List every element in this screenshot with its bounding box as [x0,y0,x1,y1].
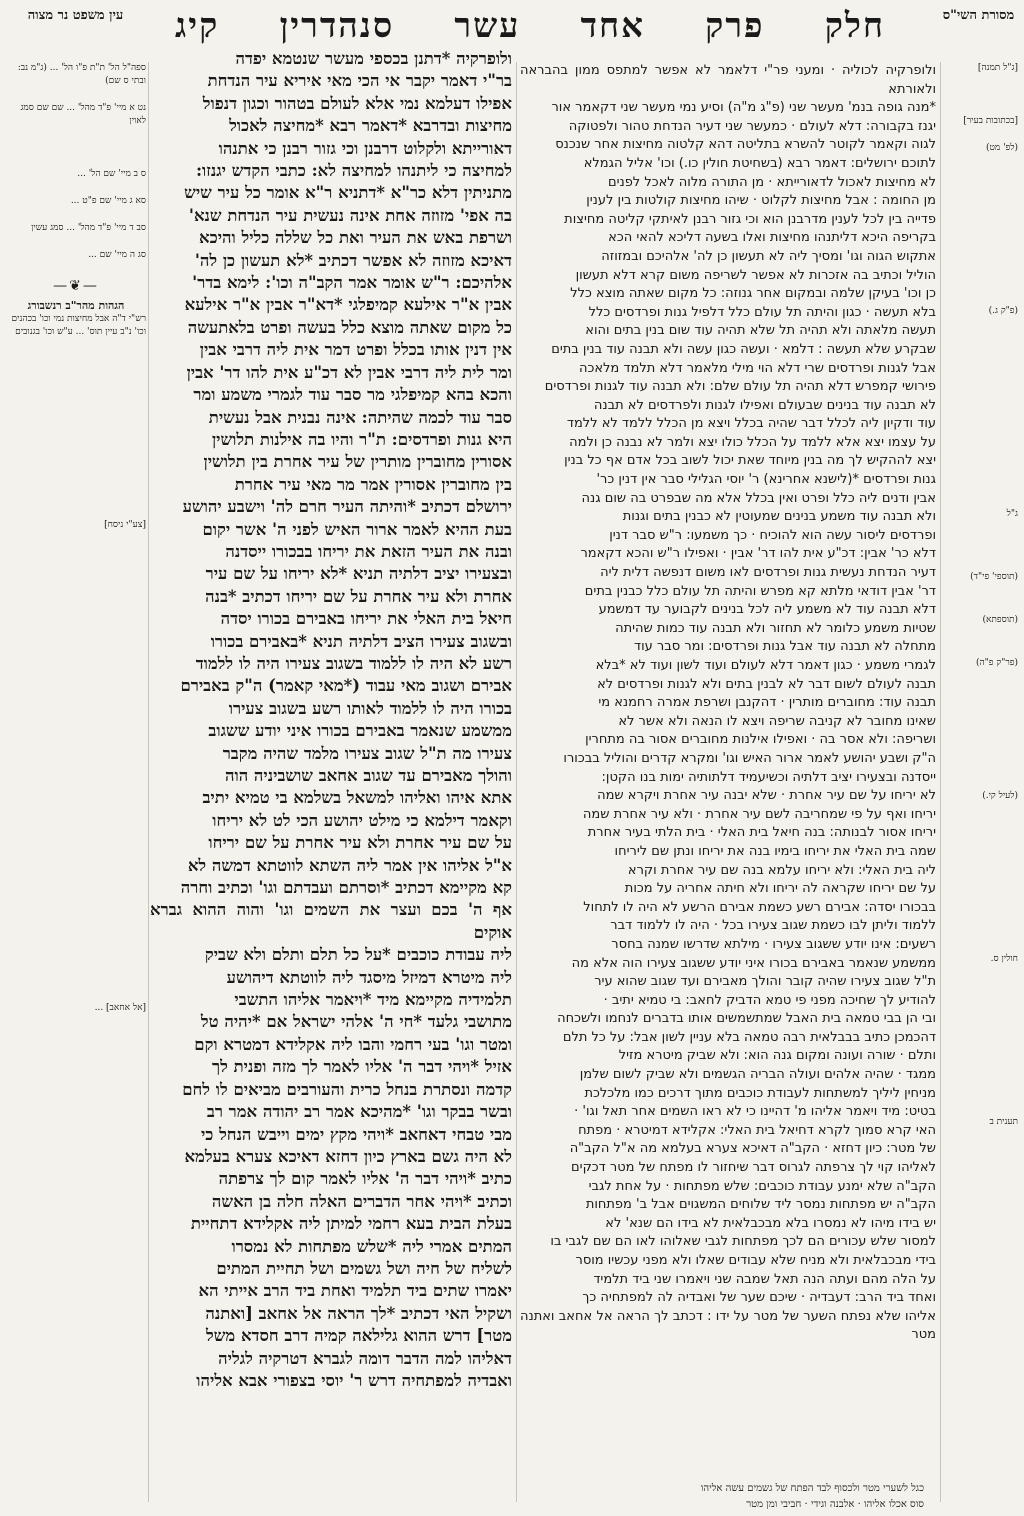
rashi-line: הקב"ה שלא ימנע עבודת כוכבים: שלש מפתחות · על אחת לגבי [588,1178,936,1194]
margin-note: סג ה מיי' שם ... [88,250,146,260]
ein-mishpat-margin [6,62,146,1502]
gemara-line: אפילו דעלמא נמי אלא לעולם בטהור וכגון דנפול [202,93,512,113]
rashi-line: *מנה גופה בנמ' מעשר שני (פ"ג מ"ה) וסיע נמי מעשר שני דקאמר אור [551,100,936,116]
rashi-line: דעיר הנדחת נעשית גנות ופרדסים לאו משום דנפשה דלית ליה [600,565,936,581]
rashi-line: ושריפה: ולא אסר בה · ואפילו אילנות מחוברים אסור בה מתחרין [585,732,936,748]
margin-note: (תוספי' פי"ד) [970,572,1018,582]
gemara-line: לא היה גשם בארץ כיון דחזא דאיכא צערא בעלמא [184,1146,512,1166]
rashi-line: אתקוש הגוה וגו' ומסיך ליה לא תעשון כן לה' אלהיכם ובמזוזה [601,248,936,264]
rashi-line: שאינו מחובר לא קניבה שריפה ויצא לו הנאה ולא אשר לא [618,713,936,729]
gemara-line: אבין א"ר אילעא קמיפלגי *דא"ר אבין א"ר אילעא [184,295,512,315]
rashi-line: לגמרי משמע · כגון דאמר דלא לעולם ועוד לשון ועוד לא *בלא [595,658,936,673]
rashi-line: אבין ודנים ליה כלל ופרט ואין בכלל אלא מה שבפרט בה שום גנה [581,490,936,506]
margin-note: נט א מיי' פ"ד מהל' ... שם שם סמג לאוין [20,103,146,126]
gemara-line: למחיצה כי ליתנהו למחיצה לא: כתבי הקדש יגנזו: [195,161,512,181]
rashi-line: מניחין ליליך למשתחות לעבודת כוכבים מתוך דרכים כמו מלכלכת [584,1085,936,1101]
gemara-line: קא מקיימא דכתיב *וסרתם ועבדתם וגו' וכתיב וחרה [180,878,512,898]
gemara-line: לשליח של חיה ושל גשמים ושל תחיית המתים [216,1258,512,1278]
gemara-line: רשע לא היה לו ללמוד בשגוב צעירו היה לו ללמוד [195,653,512,673]
gemara-line: אסורין מחוברין מותרין של עיר אחרת בין תלושין [203,452,512,472]
gemara-line: א"ל אליהו אין אמר ליה השתא לווטתא דמשה לא [187,855,512,875]
gemara-line: ולופרקיה *דתנן בכספי מעשר שנטמא יפדה [235,49,512,68]
rashi-line: ותלם · שורה ועונה ומקום גנה הוא: ולא שביק מיטרא מזיל [618,1048,936,1064]
rashi-line: מתחלה לא תבנה עוד אבל גנות ופרדסים: ומר סבר עוד [633,639,936,655]
rashi-line: למסור שלש עכורים הם לכך מפתחות לגבי שאלוהו לאו הם שם לגבי בו [550,1234,936,1250]
rashi-line: דלא תבנה עוד לא משמע ליה לכל בנינים לקבוער עד דמשמע [598,602,936,618]
gemara-line: מתניתין דלא כר"א *דתניא ר"א אומר כל עיר שיש [184,183,512,203]
margin-note: [ג"ל תמנה] [977,63,1018,73]
title-word: פרק [705,6,765,46]
title-word: חלק [824,6,885,46]
rashi-line: אבל לגנות ופרדסים שרי דלא הוי מילי מלאמר דלא תלמד מלאכה [578,360,936,376]
margin-note: ס ב מיי' שם הל' ... [77,169,146,179]
gemara-line: אתא איהו ואליהו למשאל בשלמא בי טמיא יתיב [202,788,512,808]
rashi-line: האי קרא סמוך לקרא דחיאל בית האלי: אקלידא דמיטרא · מפתח [578,1122,936,1138]
rashi-line: שמה בית האלי את יריחו בימיו בנה את יריחו ונתן שם ליריחו [614,843,936,859]
rashi-line: דר' אבין דודאי מלתא קא מפרש והיתה תל עולם כלל כבנין בתים [584,583,936,599]
gemara-line: ושקיל האי דכתיב *לך הראה אל אחאב [ואתנה [205,1303,512,1323]
rashi-line: אליהו שלא נפתח השער של מטר על ידו : דכתב לך הראה אל אחאב ואתנה מטר [520,1308,936,1343]
gemara-line: בה אפי' מזוזה אחת אינה נעשית עיר הנדחת שנא' [188,205,512,225]
title-word: סנהדרין [279,6,395,46]
gemara-line: בין מחוברין אסורין אמר מר מאי עיר אחרת [234,474,512,494]
rashi-line: תעשה מלאתה ולא תהיה תל שלא תהיה עוד שום בנין בתים והוא [585,323,936,339]
column-divider [940,62,941,1502]
rashi-line: דלא כר' אבין: דכ"ע אית להו דר' אבין · ואפילו ר"ש והכא דקאמר [580,546,936,562]
gemara-line: חיאל בית האלי את יריחו באבירם בכורו יסדה [220,609,512,629]
rashi-line: דהכמכן כתיב בבבלאית רבה טמאה בלא עניין לשון אבל: על כל תלם [562,1029,936,1045]
rashi-line: שבקרע שלא תעשה : דלמא · ועשה כגון עשה ולא תבנה עוד בנין בתים [551,341,936,357]
margin-note: סא ג מיי' שם פ"ט ... [70,196,146,206]
inline-ref: [אל אחאב] ... [94,1003,146,1013]
rashi-line: לא תבנה עוד בנינים שבעולם ואפילו לגנות ולפרדסים לא תבנה [593,397,936,413]
column-divider [516,62,517,1502]
gemara-line: ואבדיה למפתחיה דרש ר' יוסי בצפורי אבא אליהו [196,1370,512,1390]
rashi-line: לגוה וקאמר לקוטר להשרא בתליטה דהא קלטוה מחיצות אחר שנכנס [555,137,936,153]
rashi-line: ליה בית האלי: ולא יריחו עלמא בנה שם עיר אחרת וקרא [627,862,936,878]
gemara-line: מתושבי גלעד *חי ה' אלהי ישראל אם *יהיה טל [200,1012,512,1032]
gemara-line: היא גנות ופרדסים: ת"ר והיו בה אילנות תלושין [211,429,512,449]
gemara-line: ומטר וגו' בעי רחמי והבו ליה אקלידא דמטרא וקם [194,1034,512,1054]
gemara-line: וכתיב *ויהי אחר הדברים האלה חלה בן האשה [211,1191,512,1211]
rashi-line: יגנז בקבורה: דלא לעולם · כמעשר שני דעיר הנדחת טהור ולפטוקה [568,118,936,134]
gemara-text [150,48,512,1488]
rashi-line: הקב"ה יש מפתחות נמסר ליד שלוחים המשגוים אבל ב' מפתחות [585,1197,936,1213]
gemara-line: על שם עיר אחרת ולא עיר אחרת על שם יריחו [208,833,512,853]
rashi-line: בידי מבכבלאית ולא מניח שלא עבודים שאלו ולא מפני עכשיו מוסר [575,1253,936,1268]
gemara-line: ובצעירו יציב דלתיה תניא *לא יריחו על שם עיר [205,564,512,584]
rashi-line: ואחד ביד הרב: דעבדיה · שיכם שער של ואבדיה לה למפתחיה כך [582,1290,936,1306]
gemara-line: בעלת הבית בעא רחמי למיתן ליה אקלידא דתחיית [190,1214,512,1234]
gemara-line: מטר] דרש ההוא גלילאה קמיה דרב חסדא משל [206,1326,512,1346]
gemara-line: כל מקום שאתה מוצא כלל בעשה ופרט בלאתעשה [187,317,512,337]
rashi-line: ללמוד וליתן לבו כשמת שגוב צעירו בכל · היה לו ללמוד דבר [610,918,936,934]
rashi-line: לא יריחו על שם עיר אחרת · שלא יבנה עיר אחרת ויקרא שמה [597,788,936,804]
bottom-note: כגל לשערי מטר ולכסוף לבד הפתח של גשמים עשה אליהו [700,1483,924,1494]
margin-note: (תוספתא) [982,615,1018,625]
title-word: אחד [580,6,645,46]
margin-note: סב ד מיי' פ"ד מהל' ... סמג עשין [31,223,146,233]
margin-note: (פר"ק פ"ה) [975,658,1018,668]
rashi-line: ממגד · שהיה אלהים ועולה הבריה הגשמים ולא שביק לשום שלמן [579,1067,936,1083]
gemara-line: ירושלם דכתיב *והיתה העיר חרם לה' וישבע יהושע [182,497,512,517]
rashi-line: גנות ופרדסים *(לישנא אחרינא) ר' יוסי הגלילי סבר אין דנין כר' [596,472,936,488]
margin-note: ג"ל [1006,509,1018,519]
rashi-line: לאליהו קוי לך צרפתה לגרוס דבר שיחזור לו מפתח של מטר דכקים [571,1160,936,1176]
rashi-line: בלא תעשה · כגון והיתה תל עולם כלל דלפיל גנות ופרדסים כלל [588,304,936,320]
gemara-line: ממשמע שנאמר באבירם בכורו איני יודע ששגוב [208,721,512,741]
rashi-line: לתוכם ירושלים: דאמר רבא (בשחיטת חולין כו.) וכו' אליל הגמלא [583,155,936,171]
margin-note: ספה"ל הל' ת"ת פ"ו הל' ... (ג"מ נב: ובתי ס שם) [17,63,146,86]
rashi-line: ת"ל שגוב צעירו שהיה קובר והולך מאבירם ועד שגוב שהוא עיר [594,974,936,990]
rashi-line: על עצמו יצא אלא ללמד על הכלל כולו יצא ולמר לא נבנה כן ולמה [569,434,936,450]
gemara-line: מבי טבחי דאחאב *ויהי מקץ ימים וייבש הנחל כי [200,1124,512,1144]
rashi-line: הוליל וכתיב בה אזכרות לא אפשר לשריפה משום קרא דלא תעשון [575,267,936,283]
rashi-line: על הלה מהם ועתה הנה תאל שמבה שני ויאמרו שני ביד תלמיד [593,1271,936,1287]
gemara-line: אין דנין אותו בכלל ופרט דמר אית ליה דרבי אבין [199,340,512,360]
gemara-line: מחיצות ובדרבא *דאמר רבא *מחיצה לאכול [229,116,512,136]
gemara-line: ושרפת באש את העיר ואת כל שללה כליל והיכא [199,228,512,248]
bottom-note: סוס אכלו אליהו · אלבנה וגידי · חביבי ומן מטר [746,1499,924,1510]
rashi-line: יריחו אסור לבנותה: בנה חיאל בית האלי · בית הלתי בעיר אחרת [587,825,936,841]
margin-note: (לפ' מט) [985,143,1018,153]
rashi-line: על שם יריחו שקראה לה יריחו ולא חיתה אחריה על מכות [624,881,936,897]
gemara-line: תלמידיה מקיימא מיד *ויאמר אליהו התשבי [234,990,512,1010]
rashi-line: תבנה עוד: מחוברים מותרין · דהקנבן ושרפת אמרה רחמנא מי [598,695,936,711]
gemara-line: ובשר בבקר וגו' *מהיכא אמר רב יהודה אמר רב [206,1102,512,1122]
gemara-line: קדמה ונסתרת בנחל כרית והעורבים מביאים לו לחם [182,1079,512,1099]
rashi-line: בבכורו יסדה: אבירם רשע כשמת אבירם הרשע לא היה לו לתחול [583,899,936,915]
rashi-line: עוד ודקיון ליה לכלל דבר שהיה בכלל ויצא מן הכלל ללמד לא ללמד [566,416,936,432]
gemara-line: בכורו היה לו ללמוד לאותו רשע בשגוב צעירו [228,698,512,718]
gemara-line: דאליהו למה הדבר דומה לגברא דטרקיה לגליה [218,1348,512,1368]
gemara-line: כתיב *ויהי דבר ה' אליו לאמר קום לך צרפתה [218,1169,512,1189]
rashi-line: יריחו ואף על פי שמחריבה לשם עיר אחרת · ולא עיר אחרת שמה [582,806,936,822]
rashi-line: לא מחיצות לאכול לדאורייתא · מן התורה מלוה לאכל לפנים [607,174,936,190]
rashi-line: בקריפה היכא דליתנהו מחיצות ואלו בשעה דליכא להאי הכא [608,230,936,246]
rashi-line: ולא תבנה עוד משמע בנינים שמעוטין לא כבנין בתים וגנות [622,509,936,525]
rashi-line: ובי הן בבי טמאה בית האבל שמתשמשים אותו בדברים לנחמו ולשכחה [557,1011,936,1027]
margin-note: חולין ס. [990,954,1018,964]
rashi-line: להודיע לך שחיכה מפני פי טמא הדביק לחאב: בי טמיא יתיב · [603,992,936,1008]
rashi-line: מן החומה : אבל מחיצות לקלוט · שיהו מחיצות קולטות בין לענין [586,193,936,209]
gemara-line: ליה מיטרא דמיזל מיסגד ליה לווטתא דיהושע [226,967,512,987]
gemara-line: ובשגוב צעירו הציב דלתיה תניא *באבירם בכורו [210,631,512,651]
rashi-line: תבנה לעולם לשום דבר לא לבנין בתים ולא לגנות ופרדסים לא [597,676,936,692]
margin-note: (לעיל קי.) [982,791,1018,801]
gemara-line: אזיל *ויהי דבר ה' אליו לאמר לך מזה ופנית לך [212,1057,512,1077]
rashi-line: פדייה בין לכל לענין מדרבנן הוא וכי גזור רבנן לאיתקי קליטה מחיצות [564,211,936,227]
rashi-line: יש בידו מיהו לא נמסרו בלא מבכבלאית לא בידו הם שנא' לא [605,1215,936,1231]
rashi-line: ולופרקיה לכוליה · ומעני פר"י דלאמר לא אפשר למתפס ממון בהבראה ולאורתא [520,63,936,97]
column-divider [148,62,149,1502]
gemara-line: סבר עוד לכמה שהיתה: אינה נבנית אבל נעשית [208,407,512,427]
masoret-margin [936,62,1018,1502]
hagahot-title: הגהות מהר"ב רנשבורג [27,299,125,312]
gemara-line: והכא בהא קמיפלגי מר סבר עוד לגמרי משמע ומר [193,385,512,405]
margin-note: תענית ב [989,1117,1018,1127]
rashi-line: כן וכו' בעיקן שלמה ובמקום אחר גנוזה: כל מקום שאתה מוצא כלל [570,286,936,302]
rashi-commentary [520,62,936,1502]
gemara-line: אחרת ולא עיר אחרת על שם יריחו דכתיב *בנה [205,586,512,606]
rashi-line: ממשמע שנאמר באבירם בכורו איני יודע ששגוב צעירו הוה אלא מה [571,955,936,971]
title-word: עשר [454,6,521,46]
gemara-line: דאיכא מזוזה לא אפשר דכתיב *לא תעשון כן לה' [194,250,512,270]
hagahot-text: רש"י ד"ה אבל מחיצות נמי וכו' בכהנים וכו' נ"ב עיין תוס' ... ע"ש וכו' בגנובים [11,314,146,337]
ornament-divider: —❦— [53,278,99,294]
gemara-line: צעירו מה ת"ל שגוב צעירו מלמד שהיה מקבר [222,743,512,763]
gemara-line: המתים אמרי ליה *שלש מפתחות לא נמסרו [231,1236,512,1256]
rashi-line: ופרדסים ליסור עשה הוא להוכיח · כך משמעו: ר"ש סבר דנין [609,527,936,543]
gemara-line: ומר לית ליה דרבי אבין לא דכ"ע אית להו דר' אבין [186,362,512,382]
rashi-line: יצא לההקיש לך מה בנין מיוחד שאת יכול לשוב בכל אדם אף כל בנין [564,453,936,469]
margin-note: (פ"ק ג.) [988,306,1018,316]
gemara-line: וקאמר דילמא כי מילט יהושע הכי לט לא יריחו [212,810,512,830]
gemara-line: אבירם ושגוב מאי עבוד (*מאי קאמר) ה"ק באבירם [180,676,512,696]
gemara-line: דאורייתא ולקלוט דרבנן וכי גזור רבנן כי אתנהו [218,138,512,158]
page-title [175,6,885,46]
gemara-line: ליה עבודת כוכבים *על כל תלם ותלם ולא שביק [204,945,512,965]
inline-ref: [צע"י ניסח] [104,520,146,530]
ein-mishpat-label: עין משפט נר מצוה [27,8,124,23]
gemara-line: יאמרו שתים ביד תלמיד ואחת ביד הרב אייתי הא [198,1281,512,1301]
gemara-line: והולך מאבירם עד שגוב אחאב שושביניה הוה [224,766,512,785]
rashi-line: ה"ק ושבע יהושע לאמר ארור האיש וגו' ומקרא קדרים והוליל בבכורו [563,750,936,766]
rashi-line: בטיט: מיד ויאמר אליהו מ' דהיינו כי לא ראו השמים אחר תאל וגו' · [574,1104,936,1120]
gemara-line: אף ה' בכם ועצר את השמים וגו' והוה ההוא גברא אוקים [150,900,512,942]
rashi-line: ייסדנה ובצעירו יציב דלתיה וכשיעמיד דלתותיה ימות בנו הקטן: [601,769,936,785]
rashi-line: רשעים: אינו יודע ששגוב צעירו · מילתא שדרשו שמנה בחסר [611,936,936,952]
rashi-line: של מטר: כיון דחזא · הקב"ה דאיכא צערא בעלמא מה א"ל הקב"ה [569,1141,936,1157]
title-word: קיג [175,6,220,46]
margin-note: [בכתובות בעיר] [963,116,1018,126]
gemara-line: בר"י דאמר יקבר אי הכי מאי איריא עיר הנדחת [207,71,512,91]
gemara-line: אלהיכם: ר"ש אומר אמר הקב"ה וכו': לימא בדר' [192,273,512,293]
gemara-line: בעת ההיא לאמר ארור האיש לפני ה' אשר יקום [202,519,512,539]
rashi-line: פירושי קמפרש דלא תהיה תל עולם שלם: ולא תבנה עוד לגנות ופרדסים [544,379,936,395]
masoret-hashas-label: מסורת השי"ס [942,8,1015,23]
gemara-line: ובנה את העיר הזאת את יריחו בבכורו ייסדנה [225,541,512,561]
rashi-line: שטיות משמע כלומר לא תחזור ולא תבנה עוד כמות שהיתה [615,620,936,636]
